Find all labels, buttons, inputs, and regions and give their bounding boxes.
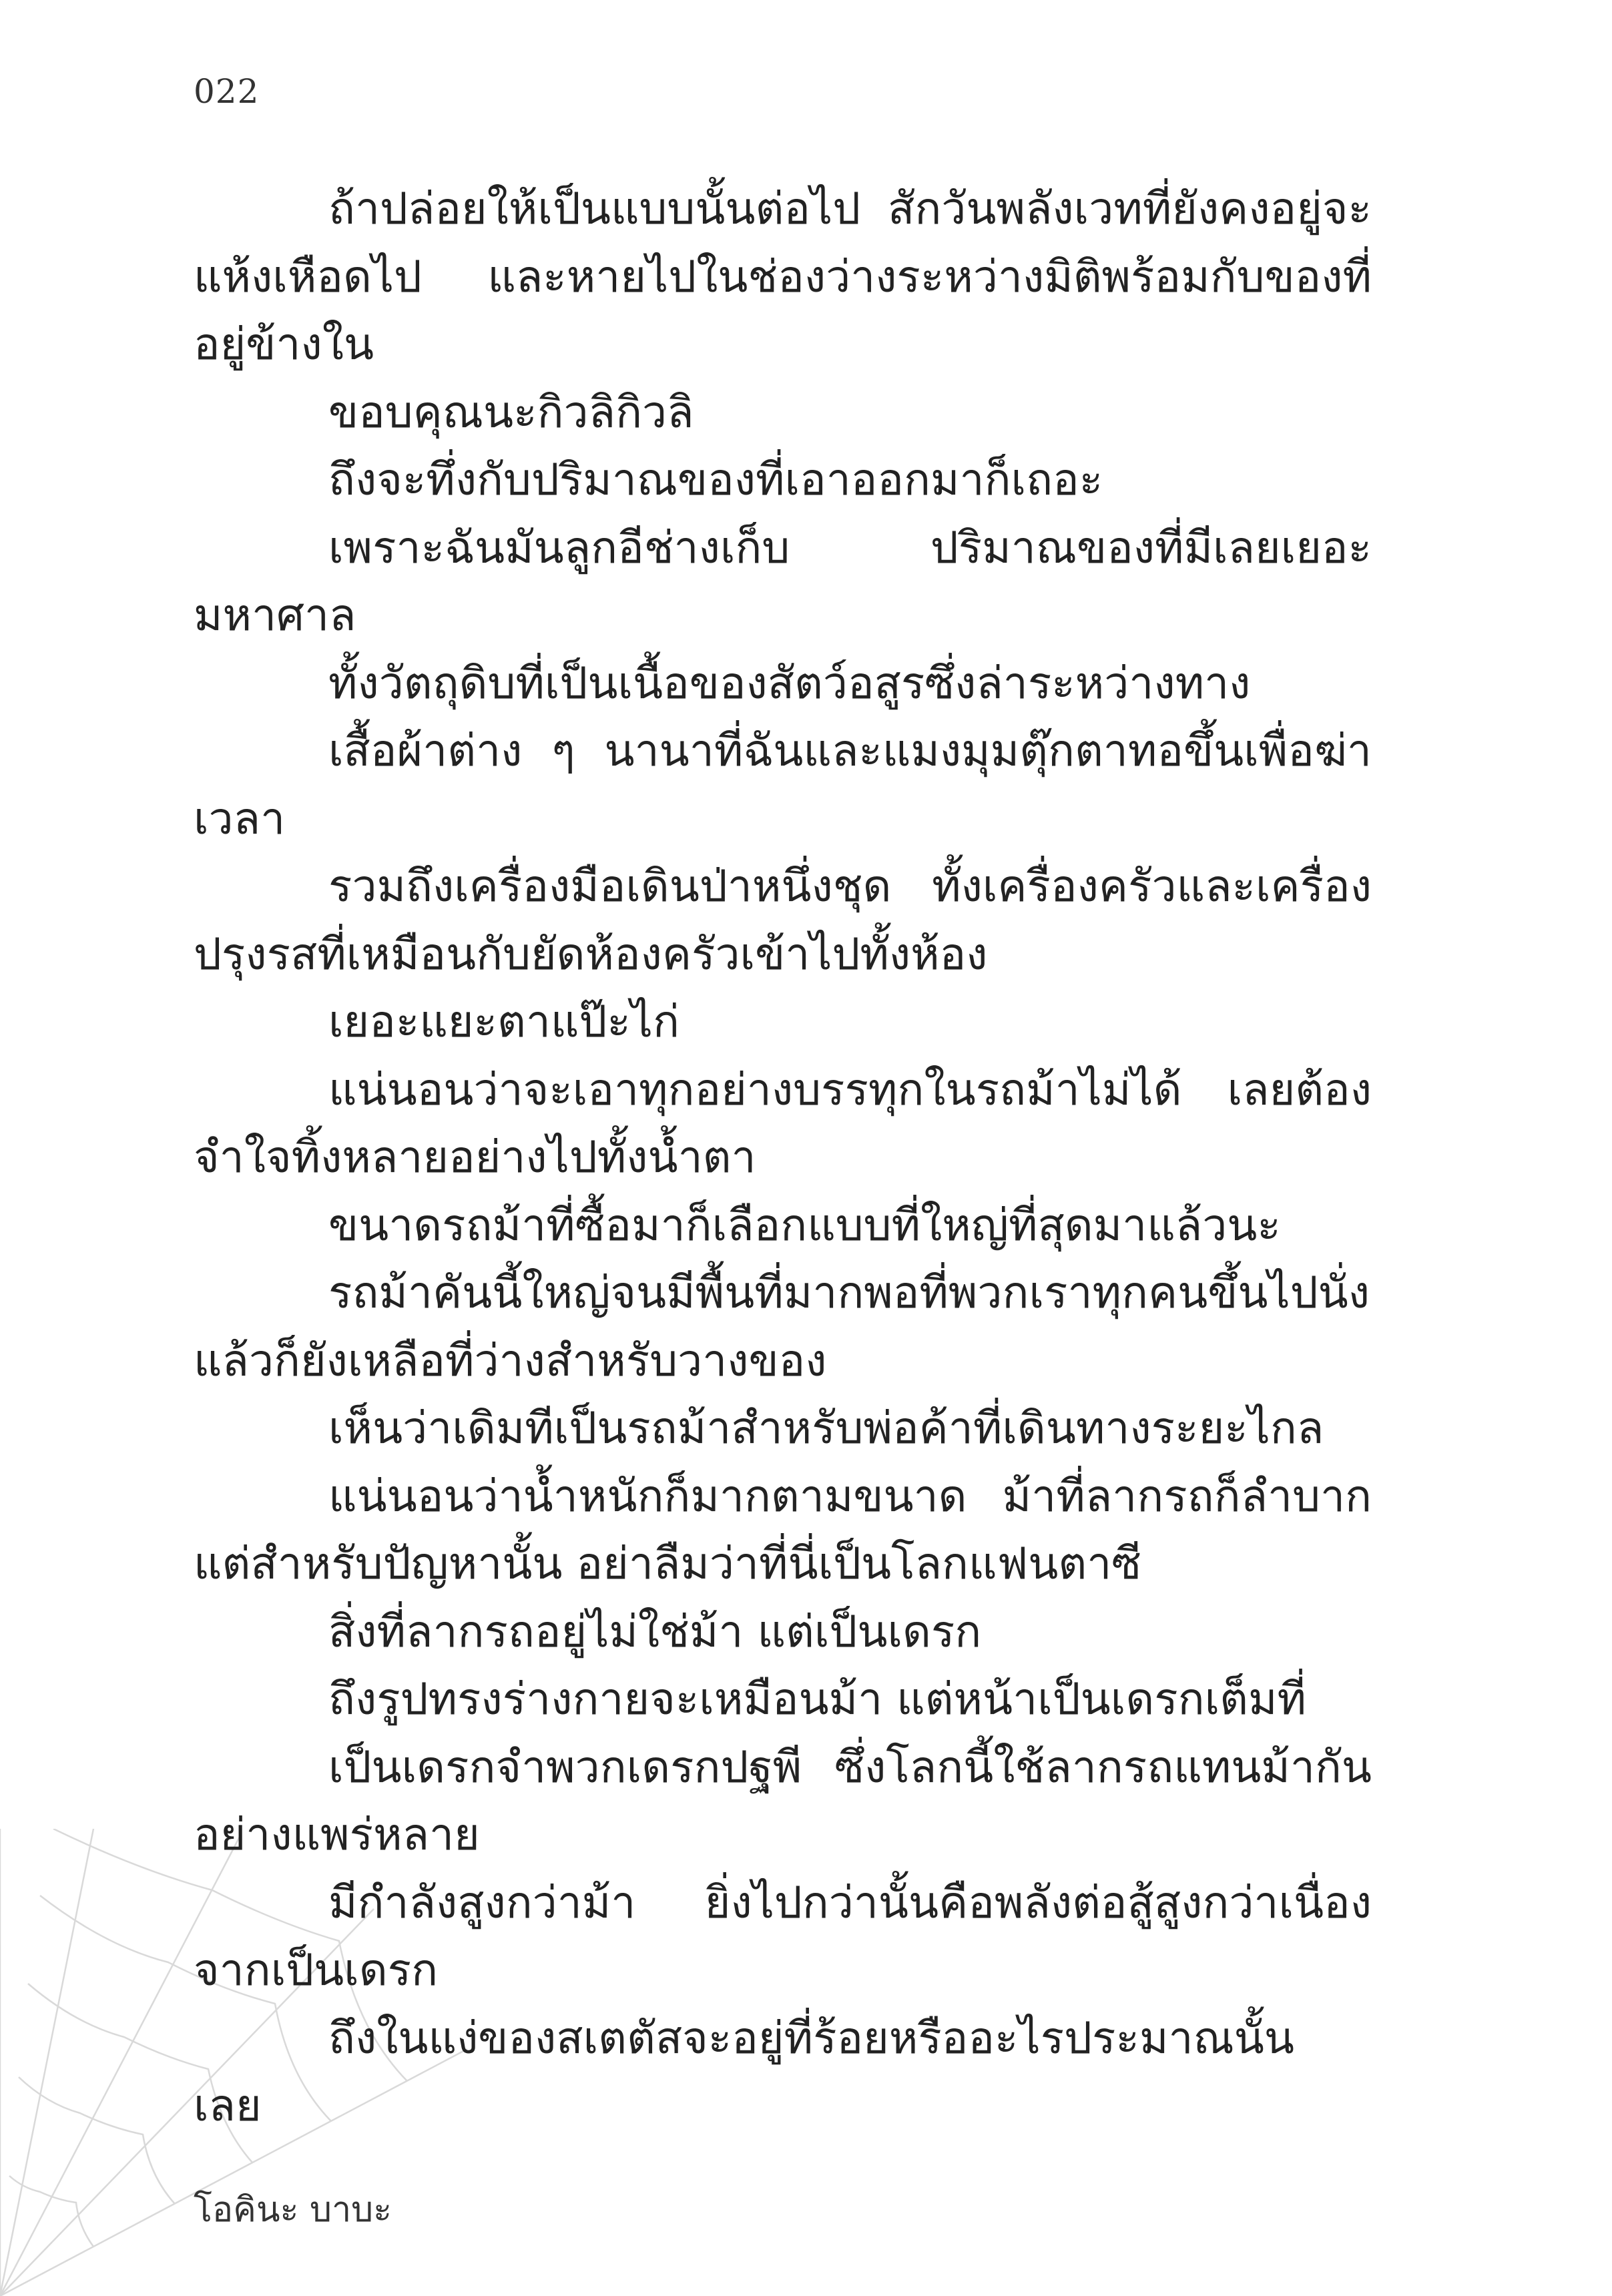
paragraph: แน่นอนว่าจะเอาทุกอย่างบรรทุกในรถม้าไม่ได้ เลยต้องจำใจทิ้งหลายอย่างไปทั้งน้ำตา	[194, 1063, 1372, 1183]
paragraph: เห็นว่าเดิมทีเป็นรถม้าสำหรับพ่อค้าที่เดินทางระยะไกล	[328, 1402, 1324, 1454]
paragraph: มีกำลังสูงกว่าม้า ยิ่งไปกว่านั้นคือพลังต่อสู้สูงกว่าเนื่องจากเป็นเดรก	[194, 1876, 1372, 1996]
footer-author: โอคินะ บาบะ	[194, 2190, 392, 2230]
paragraph: สิ่งที่ลากรถอยู่ไม่ใช่ม้า แต่เป็นเดรก	[328, 1605, 982, 1657]
page-number: 022	[194, 72, 260, 111]
paragraph: ถึงในแง่ของสเตตัสจะอยู่ที่ร้อยหรืออะไรประมาณนั้น เลย	[194, 2012, 1294, 2131]
chapter-body	[194, 175, 1372, 2140]
paragraph: เป็นเดรกจำพวกเดรกปฐพี ซึ่งโลกนี้ใช้ลากรถแทนม้ากันอย่างแพร่หลาย	[194, 1741, 1372, 1860]
paragraph: รถม้าคันนี้ใหญ่จนมีพื้นที่มากพอที่พวกเราทุกคนขึ้นไปนั่งแล้วก็ยังเหลือที่ว่างสำหรับวางของ	[194, 1267, 1370, 1386]
paragraph: รวมถึงเครื่องมือเดินป่าหนึ่งชุด ทั้งเครื่องครัวและเครื่องปรุงรสที่เหมือนกับยัดห้องครัวเข้าไปทั้งห้อง	[194, 860, 1372, 980]
paragraph: ถ้าปล่อยให้เป็นแบบนั้นต่อไป สักวันพลังเวทที่ยังคงอยู่จะแห้งเหือดไป และหายไปในช่องว่างระหว่างมิติพร้อมกับของที่อยู่ข้างใน	[194, 183, 1372, 370]
paragraph: ถึงจะทึ่งกับปริมาณของที่เอาออกมาก็เถอะ	[328, 454, 1103, 505]
paragraph: ขอบคุณนะกิวลิกิวลิ	[328, 386, 694, 438]
paragraph: เยอะแยะตาแป๊ะไก่	[328, 996, 680, 1047]
paragraph: ขนาดรถม้าที่ซื้อมาก็เลือกแบบที่ใหญ่ที่สุดมาแล้วนะ	[328, 1199, 1281, 1251]
paragraph: ทั้งวัตถุดิบที่เป็นเนื้อของสัตว์อสูรซึ่งล่าระหว่างทาง	[328, 657, 1251, 709]
paragraph: ถึงรูปทรงร่างกายจะเหมือนม้า แต่หน้าเป็นเดรกเต็มที่	[328, 1673, 1307, 1725]
paragraph: เพราะฉันมันลูกอีช่างเก็บ ปริมาณของที่มีเลยเยอะมหาศาล	[194, 521, 1372, 641]
paragraph: แน่นอนว่าน้ำหนักก็มากตามขนาด ม้าที่ลากรถก็ลำบาก แต่สำหรับปัญหานั้น อย่าลืมว่าที่นี่เป็นโลกแฟนตาซี	[194, 1470, 1372, 1589]
paragraph: เสื้อผ้าต่าง ๆ นานาที่ฉันและแมงมุมตุ๊กตาทอขึ้นเพื่อฆ่าเวลา	[194, 725, 1372, 844]
